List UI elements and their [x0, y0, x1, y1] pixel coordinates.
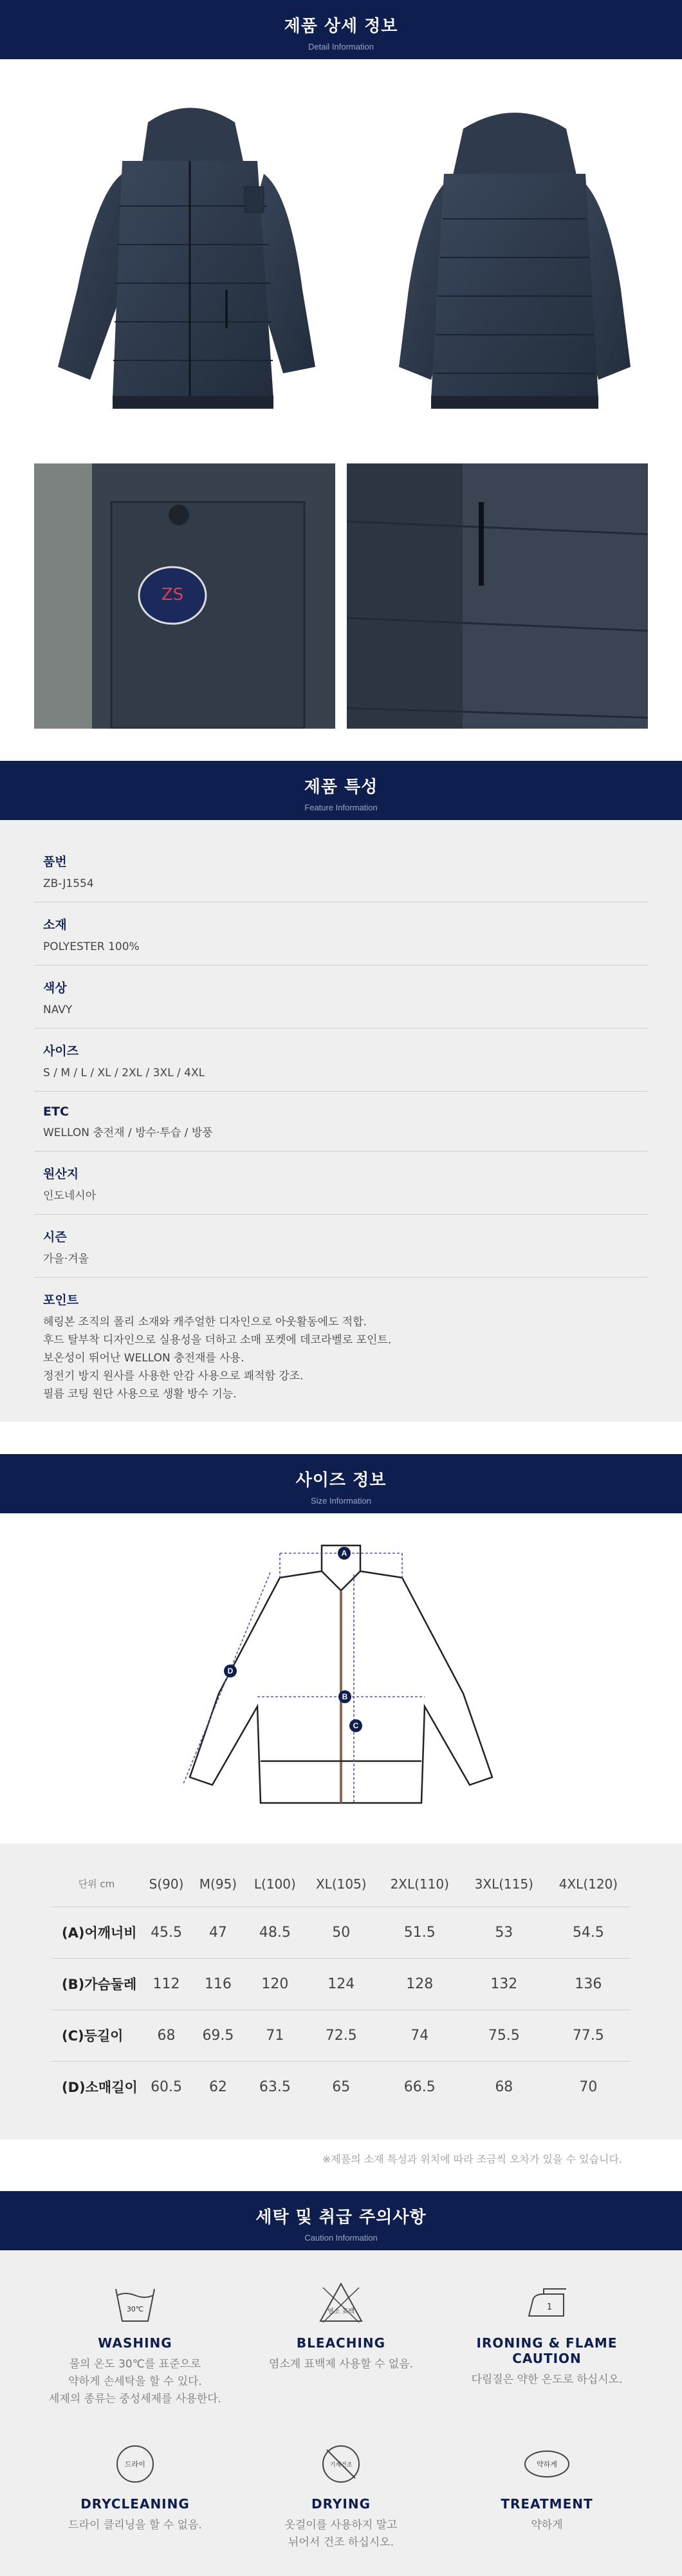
- care-line: 다림질은 약한 온도로 하십시오.: [471, 2373, 623, 2386]
- feature-header-title: 제품 특성: [304, 778, 378, 797]
- care-item-bleaching: [238, 2276, 444, 2373]
- care-desc: [238, 2517, 444, 2552]
- care-desc: [444, 2371, 650, 2389]
- size-cell: 47: [191, 1907, 245, 1958]
- jacket-photos: [0, 59, 682, 451]
- size-column-header: L(100): [253, 1876, 296, 1892]
- bleach-triangle-icon: [309, 2276, 373, 2328]
- care-desc: [32, 2517, 238, 2534]
- size-cell: 54.5: [546, 1907, 631, 1958]
- feature-value: 인도네시아: [43, 1190, 97, 1202]
- table-row: [51, 2061, 631, 2113]
- feature-value: ZB-J1554: [43, 877, 94, 890]
- detail-header-title: 제품 상세 정보: [284, 17, 398, 36]
- care-line: 물의 온도 30℃를 표준으로: [69, 2358, 201, 2371]
- care-line: 약하게: [531, 2519, 563, 2532]
- no-tumble-dry-icon: [309, 2437, 373, 2488]
- detail-header: [0, 0, 682, 59]
- feature-value: POLYESTER 100%: [43, 940, 140, 953]
- care-header: [0, 2191, 682, 2250]
- size-cell: 68: [462, 2061, 546, 2113]
- size-table-section: [0, 1843, 682, 2140]
- care-item-drycleaning: [32, 2437, 238, 2534]
- spacer: [0, 1422, 682, 1454]
- size-cell: 60.5: [142, 2061, 191, 2113]
- size-cell: 74: [378, 2010, 462, 2061]
- table-row: [51, 1907, 631, 1958]
- care-item-drying: [238, 2437, 444, 2552]
- point-line: 후드 탈부착 디자인으로 실용성을 더하고 소매 포켓에 데코라벨로 포인트.: [43, 1334, 392, 1347]
- feature-item-etc: [34, 1092, 648, 1152]
- sleeve-badge-closeup-image: [34, 463, 335, 729]
- care-title: IRONING & FLAME CAUTION: [476, 2335, 618, 2366]
- wash-temp-label: 30℃: [126, 2305, 144, 2313]
- iron-icon: [515, 2276, 579, 2328]
- care-line: 염소계 표백제 사용할 수 없음.: [268, 2358, 414, 2371]
- dryclean-circle-icon: [103, 2437, 167, 2488]
- feature-item-material: [34, 902, 648, 966]
- size-cell: 71: [245, 2010, 305, 2061]
- care-section: [0, 2250, 682, 2576]
- point-line: 정전기 방지 원사를 사용한 안감 사용으로 쾌적함 강조.: [43, 1370, 304, 1383]
- treatment-label: 약하게: [537, 2460, 557, 2469]
- size-table-header-row: [51, 1862, 631, 1907]
- size-cell: 62: [191, 2061, 245, 2113]
- care-title: WASHING: [98, 2335, 172, 2351]
- feature-value: WELLON 충전재 / 방수·투습 / 방풍: [43, 1126, 213, 1139]
- care-title: DRYING: [311, 2496, 371, 2512]
- size-cell: 72.5: [305, 2010, 378, 2061]
- point-line: 헤링본 조직의 폴리 소재와 캐주얼한 디자인으로 아웃활동에도 적합.: [43, 1316, 367, 1329]
- care-line: 약하게 손세탁을 할 수 있다.: [68, 2375, 202, 2388]
- size-header: [0, 1454, 682, 1513]
- size-unit: 단위 cm: [78, 1878, 115, 1890]
- size-cell: 128: [378, 1958, 462, 2010]
- size-cell: 68: [142, 2010, 191, 2061]
- feature-title: 원산지: [43, 1167, 79, 1181]
- size-label-a: A: [341, 1549, 347, 1558]
- row-label: (A)어깨너비: [51, 1907, 142, 1958]
- jacket-back-image: [386, 97, 643, 431]
- size-diagram: [0, 1513, 682, 1843]
- care-item-ironing: [444, 2276, 650, 2389]
- feature-list: [0, 820, 682, 1422]
- care-title: DRYCLEANING: [80, 2496, 190, 2512]
- size-column-header: S(90): [149, 1876, 184, 1892]
- svg-text:ZS: ZS: [161, 585, 184, 604]
- care-item-treatment: [444, 2437, 650, 2534]
- point-line: 보온성이 뛰어난 WELLON 충전재를 사용.: [43, 1352, 244, 1365]
- size-cell: 120: [245, 1958, 305, 2010]
- size-cell: 136: [546, 1958, 631, 2010]
- size-label-b: B: [342, 1692, 348, 1701]
- table-row: [51, 1958, 631, 2010]
- care-header-subtitle: Caution Information: [304, 2233, 378, 2243]
- care-desc: [444, 2517, 650, 2534]
- care-title: TREATMENT: [501, 2496, 593, 2512]
- size-cell: 70: [546, 2061, 631, 2113]
- feature-item-size: [34, 1029, 648, 1092]
- size-cell: 48.5: [245, 1907, 305, 1958]
- size-cell: 112: [142, 1958, 191, 2010]
- care-line: 뉘어서 건조 하십시오.: [288, 2536, 394, 2549]
- size-label-d: D: [227, 1666, 234, 1675]
- drying-label: 기계건조: [329, 2462, 353, 2469]
- size-cell: 124: [305, 1958, 378, 2010]
- size-cell: 45.5: [142, 1907, 191, 1958]
- size-header-subtitle: Size Information: [311, 1496, 371, 1506]
- size-header-title: 사이즈 정보: [295, 1471, 387, 1490]
- point-line: 필름 코팅 원단 사용으로 생활 방수 기능.: [43, 1388, 237, 1401]
- size-label-c: C: [353, 1721, 359, 1730]
- row-label: (D)소매길이: [51, 2061, 142, 2113]
- zipper-pocket-closeup-image: [347, 463, 648, 729]
- feature-item-season: [34, 1215, 648, 1278]
- row-label: (C)등길이: [51, 2010, 142, 2061]
- feature-title: 색상: [43, 981, 67, 995]
- feature-title: 소재: [43, 918, 67, 932]
- size-column-header: 3XL(115): [474, 1876, 533, 1892]
- care-desc: [32, 2356, 238, 2408]
- feature-title: 품번: [43, 855, 67, 869]
- bleach-label: 염소 표백: [327, 2308, 355, 2315]
- size-cell: 116: [191, 1958, 245, 2010]
- iron-level-label: 1: [546, 2302, 553, 2312]
- feature-title: 포인트: [43, 1293, 79, 1307]
- size-column-header: 2XL(110): [390, 1876, 449, 1892]
- size-column-header: M(95): [199, 1876, 237, 1892]
- size-cell: 51.5: [378, 1907, 462, 1958]
- treatment-icon: [515, 2437, 579, 2488]
- feature-title: ETC: [43, 1105, 69, 1119]
- feature-header: [0, 761, 682, 820]
- table-row: [51, 2010, 631, 2061]
- size-cell: 65: [305, 2061, 378, 2113]
- feature-value: NAVY: [43, 1003, 73, 1016]
- size-cell: 132: [462, 1958, 546, 2010]
- care-title: BLEACHING: [296, 2335, 386, 2351]
- feature-point-lines: [43, 1313, 648, 1403]
- feature-title: 시즌: [43, 1230, 67, 1244]
- care-desc: [238, 2356, 444, 2373]
- care-line: 드라이 클리닝을 할 수 없음.: [68, 2519, 202, 2532]
- row-label: (B)가슴둘레: [51, 1958, 142, 2010]
- detail-header-subtitle: Detail Information: [308, 42, 374, 51]
- feature-value: 가을·겨울: [43, 1253, 89, 1265]
- size-cell: 66.5: [378, 2061, 462, 2113]
- care-line: 옷걸이를 사용하지 말고: [284, 2519, 398, 2532]
- feature-value: S / M / L / XL / 2XL / 3XL / 4XL: [43, 1067, 205, 1079]
- care-header-title: 세탁 및 취급 주의사항: [255, 2208, 427, 2227]
- feature-item-color: [34, 966, 648, 1029]
- size-table: [51, 1862, 631, 2113]
- size-cell: 75.5: [462, 2010, 546, 2061]
- detail-closeups: [0, 451, 682, 761]
- size-cell: 63.5: [245, 2061, 305, 2113]
- size-note: ※제품의 소재 특성과 위치에 따라 조금씩 오차가 있을 수 있습니다.: [0, 2140, 682, 2191]
- size-column-header: XL(105): [315, 1876, 367, 1892]
- size-cell: 77.5: [546, 2010, 631, 2061]
- feature-item-point: [34, 1278, 648, 1412]
- size-cell: 50: [305, 1907, 378, 1958]
- size-column-header: 4XL(120): [558, 1876, 618, 1892]
- jacket-front-image: [51, 97, 328, 431]
- size-cell: 53: [462, 1907, 546, 1958]
- size-cell: 69.5: [191, 2010, 245, 2061]
- feature-item-origin: [34, 1152, 648, 1215]
- care-line: 세제의 종류는 중성세제를 사용한다.: [49, 2393, 221, 2405]
- jacket-measurement-diagram: [0, 1513, 682, 1843]
- feature-header-subtitle: Feature Information: [304, 803, 378, 812]
- feature-item-style-number: [34, 839, 648, 902]
- care-item-washing: [32, 2276, 238, 2408]
- feature-title: 사이즈: [43, 1044, 79, 1058]
- wash-tub-icon: [103, 2276, 167, 2328]
- dryclean-label: 드라이: [125, 2460, 145, 2469]
